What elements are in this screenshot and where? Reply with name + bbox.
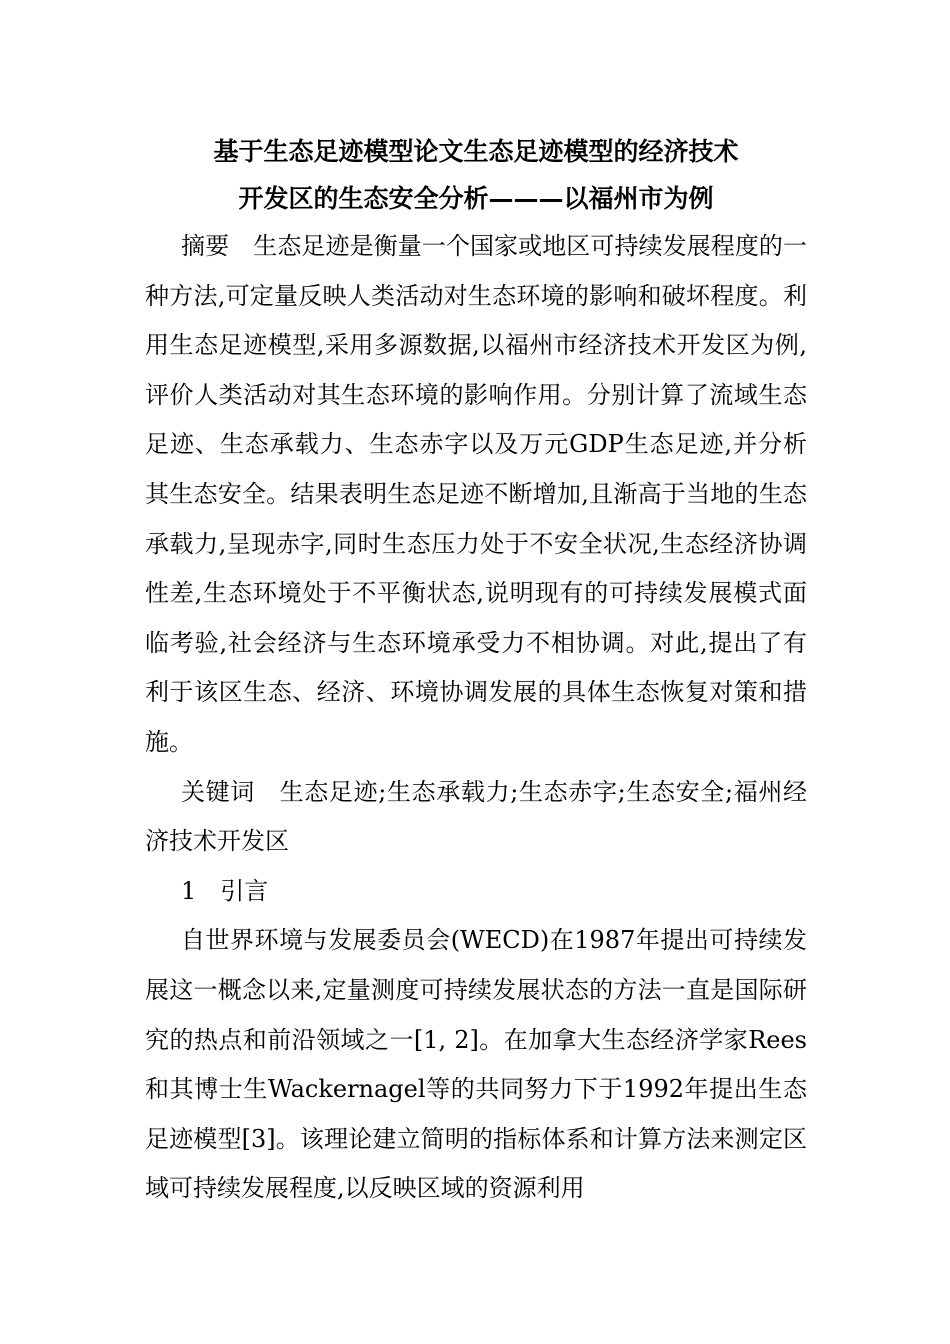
abstract-paragraph <box>145 222 807 768</box>
keywords-label: 关键词 <box>181 777 255 806</box>
section-heading <box>145 867 807 917</box>
abstract-text: 生态足迹是衡量一个国家或地区可持续发展程度的一种方法,可定量反映人类活动对生态环境的影响和破坏程度。利用生态足迹模型,采用多源数据,以福州市经济技术开发区为例,评价人类活动对其生态环境的影响作用。分别计算了流域生态足迹、生态承载力、生态赤字以及万元GDP生态足迹,并分析其生态安全。结果表明生态足迹不断增加,且渐高于当地的生态承载力,呈现赤字,同时生态压力处于不安全状况,生态经济协调性差,生态环境处于不平衡状态,说明现有的可持续发展模式面临考验,社会经济与生态环境承受力不相协调。对此,提出了有利于该区生态、经济、环境协调发展的具体生态恢复对策和措施。 <box>145 232 808 756</box>
title-line-1: 基于生态足迹模型论文生态足迹模型的经济技术 <box>213 137 739 166</box>
keywords-text: 生态足迹;生态承载力;生态赤字;生态安全;福州经济技术开发区 <box>145 777 808 856</box>
document-page <box>145 128 807 1214</box>
title-line-2: 开发区的生态安全分析———以福州市为例 <box>238 184 714 213</box>
section-title: 引言 <box>220 876 269 905</box>
keywords-paragraph <box>145 768 807 867</box>
abstract-label: 摘要 <box>181 232 230 260</box>
section-number: 1 <box>181 876 197 905</box>
intro-paragraph: 自世界环境与发展委员会(WECD)在1987年提出可持续发展这一概念以来,定量测度可持续发展状态的方法一直是国际研究的热点和前沿领域之一[1, 2]。在加拿大生态经济学家Rees和其博士生Wackernagel等的共同努力下于1992年提出生态足迹模型[3]。该理论建立简明的指标体系和计算方法来测定区域可持续发展程度,以反映区域的资源利用 <box>145 926 807 1203</box>
